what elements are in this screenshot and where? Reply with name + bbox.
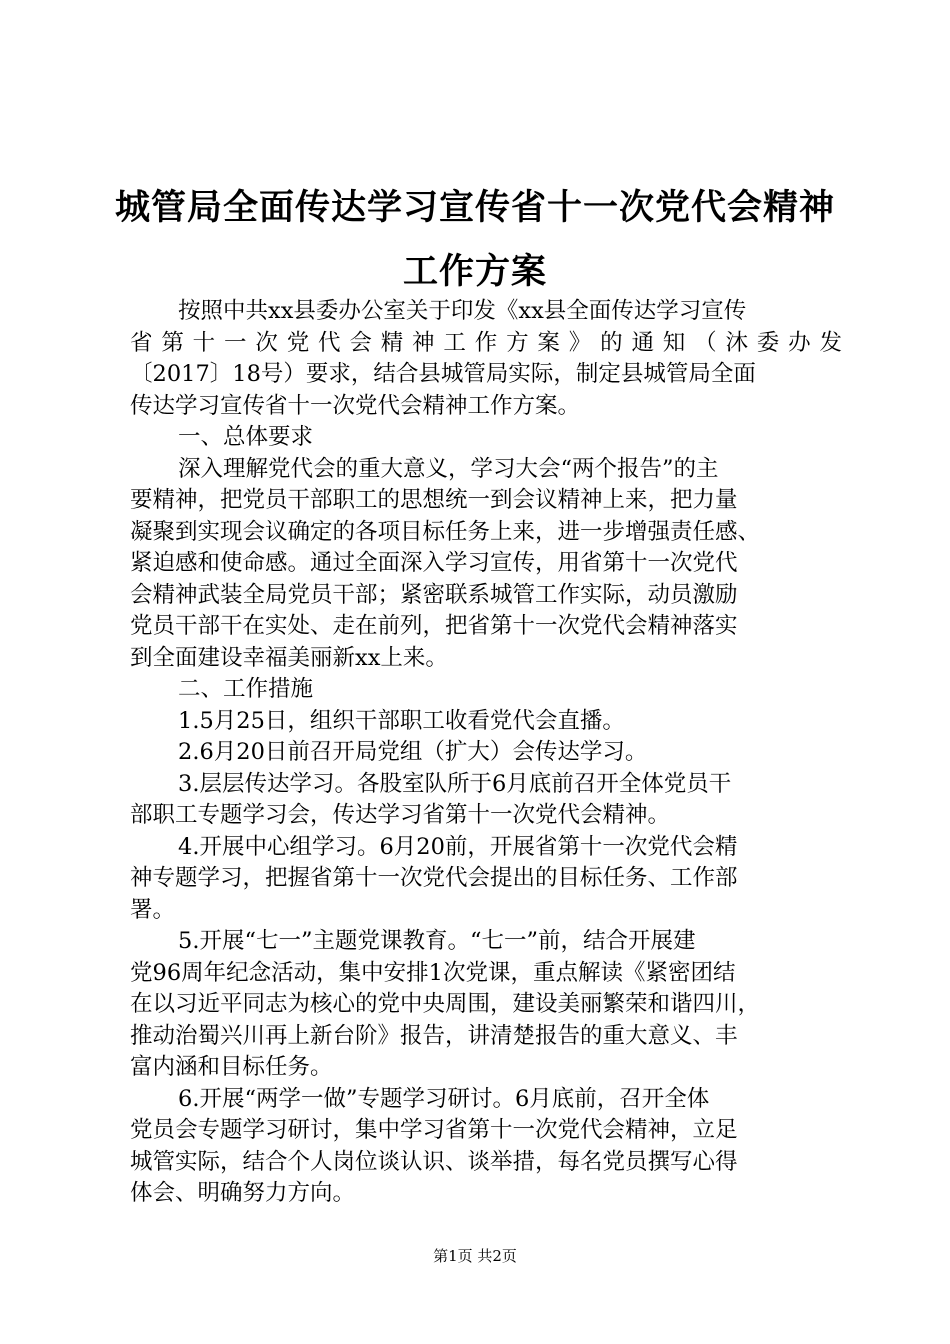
body-line: 到全面建设幸福美丽新xx上来。	[130, 644, 448, 671]
body-line: 富内涵和目标任务。	[130, 1054, 333, 1080]
body-line: 会精神武装全局党员干部；紧密联系城管工作实际，动员激励	[130, 581, 738, 608]
body-line: 要精神，把党员干部职工的思想统一到会议精神上来，把力量	[130, 487, 738, 513]
body-line: 党员会专题学习研讨，集中学习省第十一次党代会精神，立足	[130, 1117, 738, 1143]
body-line: 党96周年纪念活动，集中安排1次党课，重点解读《紧密团结	[130, 959, 736, 986]
body-line: 省第十一次党代会精神工作方案》的通知（沐委办发	[130, 329, 842, 356]
body-line: 1.5月25日，组织干部职工收看党代会直播。	[178, 707, 625, 734]
body-line: 3.层层传达学习。各股室队所于6月底前召开全体党员干	[178, 770, 732, 797]
body-line: 紧迫感和使命感。通过全面深入学习宣传，用省第十一次党代	[130, 550, 738, 576]
body-line: 5.开展“七一”主题党课教育。“七一”前，结合开展建	[178, 928, 696, 954]
body-line: 体会、明确努力方向。	[130, 1180, 356, 1206]
body-line: 2.6月20日前召开局党组（扩大）会传达学习。	[178, 739, 648, 765]
body-line: 传达学习宣传省十一次党代会精神工作方案。	[130, 392, 581, 419]
body-line: 4.开展中心组学习。6月20前，开展省第十一次党代会精	[178, 833, 738, 860]
page-footer: 第1页 共2页	[433, 1247, 517, 1265]
body-line: 推动治蜀兴川再上新台阶》报告，讲清楚报告的重大意义、丰	[130, 1022, 738, 1049]
document-body	[130, 296, 842, 1210]
body-line: 署。	[130, 896, 176, 923]
body-line: 凝聚到实现会议确定的各项目标任务上来，进一步增强责任感、	[130, 518, 761, 545]
document-title-line-1: 城管局全面传达学习宣传省十一次党代会精神	[114, 188, 835, 228]
body-line: 城管实际，结合个人岗位谈认识、谈举措，每名党员撰写心得	[130, 1148, 738, 1175]
section-heading: 一、总体要求	[178, 424, 314, 450]
section-heading: 二、工作措施	[178, 676, 314, 702]
body-line: 按照中共xx县委办公室关于印发《xx县全面传达学习宣传	[178, 298, 747, 324]
document-title-line-2: 工作方案	[402, 252, 547, 292]
body-line: 深入理解党代会的重大意义，学习大会“两个报告”的主	[178, 455, 719, 482]
body-line: 〔2017〕18号）要求，结合县城管局实际，制定县城管局全面	[130, 361, 756, 387]
body-line: 6.开展“两学一做”专题学习研讨。6月底前，召开全体	[178, 1085, 710, 1112]
body-line: 部职工专题学习会，传达学习省第十一次党代会精神。	[130, 802, 671, 828]
body-line: 党员干部干在实处、走在前列，把省第十一次党代会精神落实	[130, 613, 738, 639]
body-line: 在以习近平同志为核心的党中央周围，建设美丽繁荣和谐四川，	[130, 991, 761, 1017]
body-line: 神专题学习，把握省第十一次党代会提出的目标任务、工作部	[130, 865, 738, 891]
